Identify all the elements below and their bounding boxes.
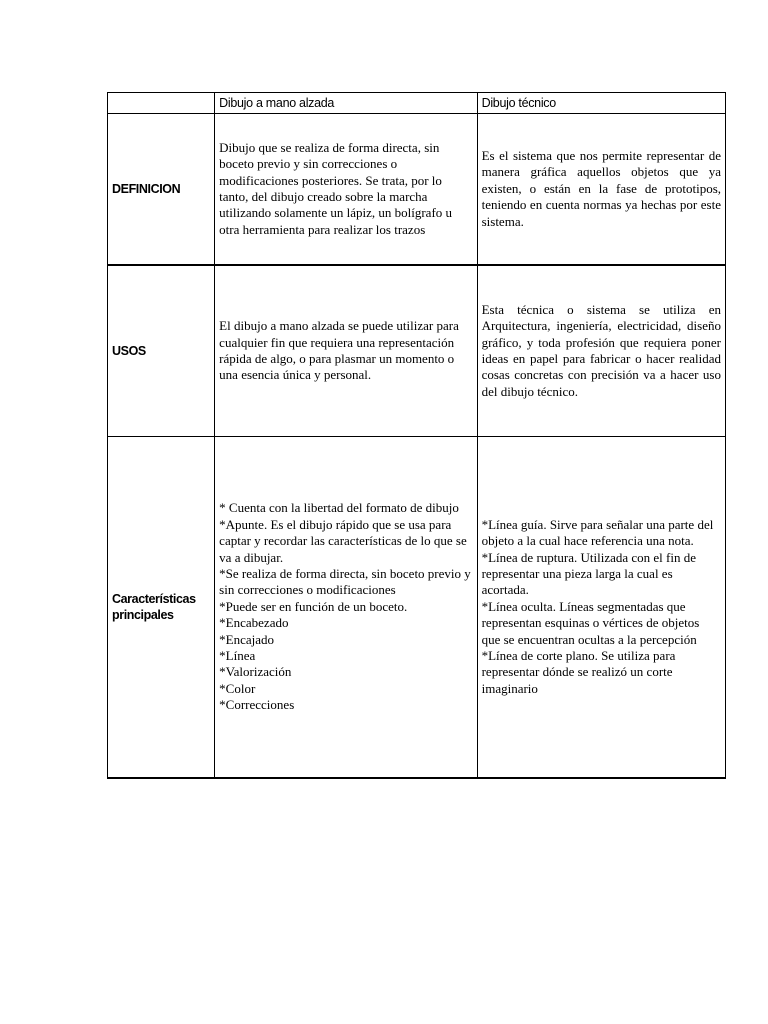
caracteristicas-tecnico-cell — [477, 437, 725, 779]
usos-tecnico-cell — [477, 265, 725, 437]
table-header-row — [108, 93, 726, 114]
table-row-caracteristicas — [108, 437, 726, 779]
table-row-definicion — [108, 114, 726, 266]
list-item: *Encajado — [219, 631, 275, 647]
header-corner-cell — [108, 93, 215, 114]
list-item: *Línea oculta. Líneas segmentadas que representan esquinas o vértices de objetos que se encuentran ocultas a la percepción — [481, 598, 700, 647]
list-item: *Línea de corte plano. Se utiliza para representar dónde se realizó un corte imaginario — [481, 648, 676, 696]
definicion-tecnico-text: Es el sistema que nos permite representar de manera gráfica aquellos objetos que ya existen, o están en la fase de prototipos, teniendo en cuenta normas ya hechas por este sistema. — [481, 147, 721, 229]
list-item: * Cuenta con la libertad del formato de dibujo — [219, 500, 459, 516]
list-item: *Línea guía. Sirve para señalar una parte del objeto a la cual hace referencia una nota. — [481, 516, 714, 549]
list-item: *Correcciones — [219, 697, 295, 713]
row-label-usos: USOS — [108, 265, 215, 437]
list-item: *Apunte. Es el dibujo rápido que se usa para captar y recordar las características de lo que se va a dibujar. — [219, 516, 467, 565]
list-item: *Encabezado — [219, 615, 289, 631]
list-item: *Línea — [219, 648, 256, 664]
caracteristicas-mano-cell — [215, 437, 477, 779]
list-item: *Se realiza de forma directa, sin boceto previo y sin correcciones o modificaciones — [219, 565, 471, 598]
row-label-definicion: DEFINICION — [108, 114, 215, 266]
usos-mano-text: El dibujo a mano alzada se puede utilizar para cualquier fin que requiera una representación rápida de algo, o para plasmar un momento o una esencia única y personal. — [219, 318, 459, 383]
usos-mano-cell — [215, 265, 477, 437]
comparison-table — [107, 92, 726, 779]
definicion-mano-text: Dibujo que se realiza de forma directa, sin boceto previo y sin correcciones o modificaciones posteriores. Se trata, por lo tanto, del dibujo creado sobre la marcha utilizando solamente un lápiz, un bolígrafo u otra herramienta para realizar los trazos — [219, 139, 453, 237]
table-row-usos — [108, 265, 726, 437]
list-item: *Color — [219, 680, 256, 696]
header-dibujo-tecnico: Dibujo técnico — [477, 93, 725, 114]
definicion-mano-cell — [215, 114, 477, 266]
list-item: *Línea de ruptura. Utilizada con el fin de representar una pieza larga la cual es acortada. — [481, 549, 697, 598]
list-item: *Puede ser en función de un boceto. — [219, 598, 408, 614]
header-mano-alzada: Dibujo a mano alzada — [215, 93, 477, 114]
definicion-tecnico-cell — [477, 114, 725, 266]
usos-tecnico-text: Esta técnica o sistema se utiliza en Arquitectura, ingeniería, electricidad, diseño gráfico, y toda profesión que requiera poner ideas en papel para fabricar o hacer realidad cosas concretas con precisión va a hacer uso del dibujo técnico. — [481, 301, 721, 399]
list-item: *Valorización — [219, 664, 292, 680]
row-label-caracteristicas: Características principales — [108, 437, 215, 779]
